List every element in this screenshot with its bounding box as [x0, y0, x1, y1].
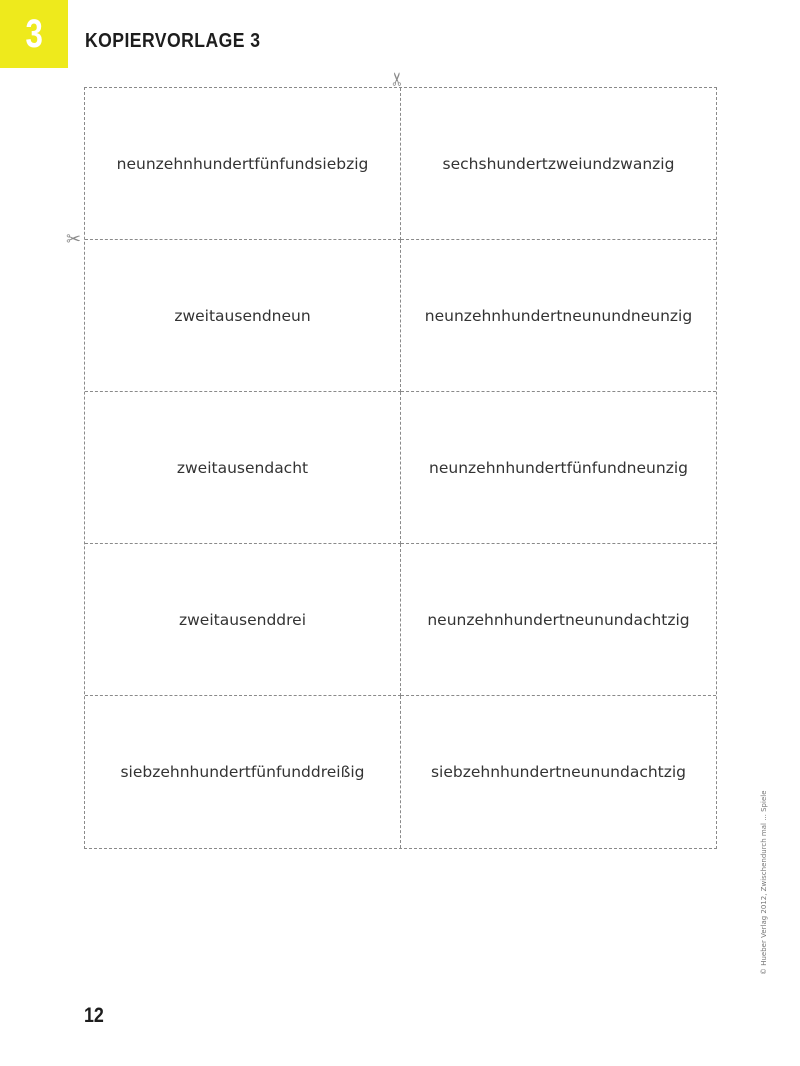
card-1: neunzehnhundertfünfundsiebzig [85, 88, 401, 240]
card-5: zweitausendacht [85, 392, 401, 544]
card-grid [84, 87, 717, 849]
card-2: sechshundertzweiundzwanzig [401, 88, 716, 240]
card-8: neunzehnhundertneunundachtzig [401, 544, 716, 696]
card-10: siebzehnhundertneunundachtzig [430, 763, 687, 781]
card-9: siebzehnhundertfünfunddreißig [85, 696, 401, 848]
card-7: zweitausenddrei [85, 544, 401, 696]
chapter-number: 3 [25, 12, 43, 56]
card-3: zweitausendneun [85, 240, 401, 392]
card-4: neunzehnhundertneunundneunzig [401, 240, 716, 392]
chapter-tab [0, 0, 68, 68]
page-number: 12 [84, 1004, 104, 1027]
page-title: KOPIERVORLAGE 3 [85, 30, 261, 52]
copyright-notice: © Hueber Verlag 2012, Zwischendurch mal ... Spiele [760, 790, 768, 975]
scissors-icon: ✂ [387, 71, 409, 87]
card-6: neunzehnhundertfünfundneunzig [401, 392, 716, 544]
scissors-icon: ✂ [66, 229, 82, 250]
